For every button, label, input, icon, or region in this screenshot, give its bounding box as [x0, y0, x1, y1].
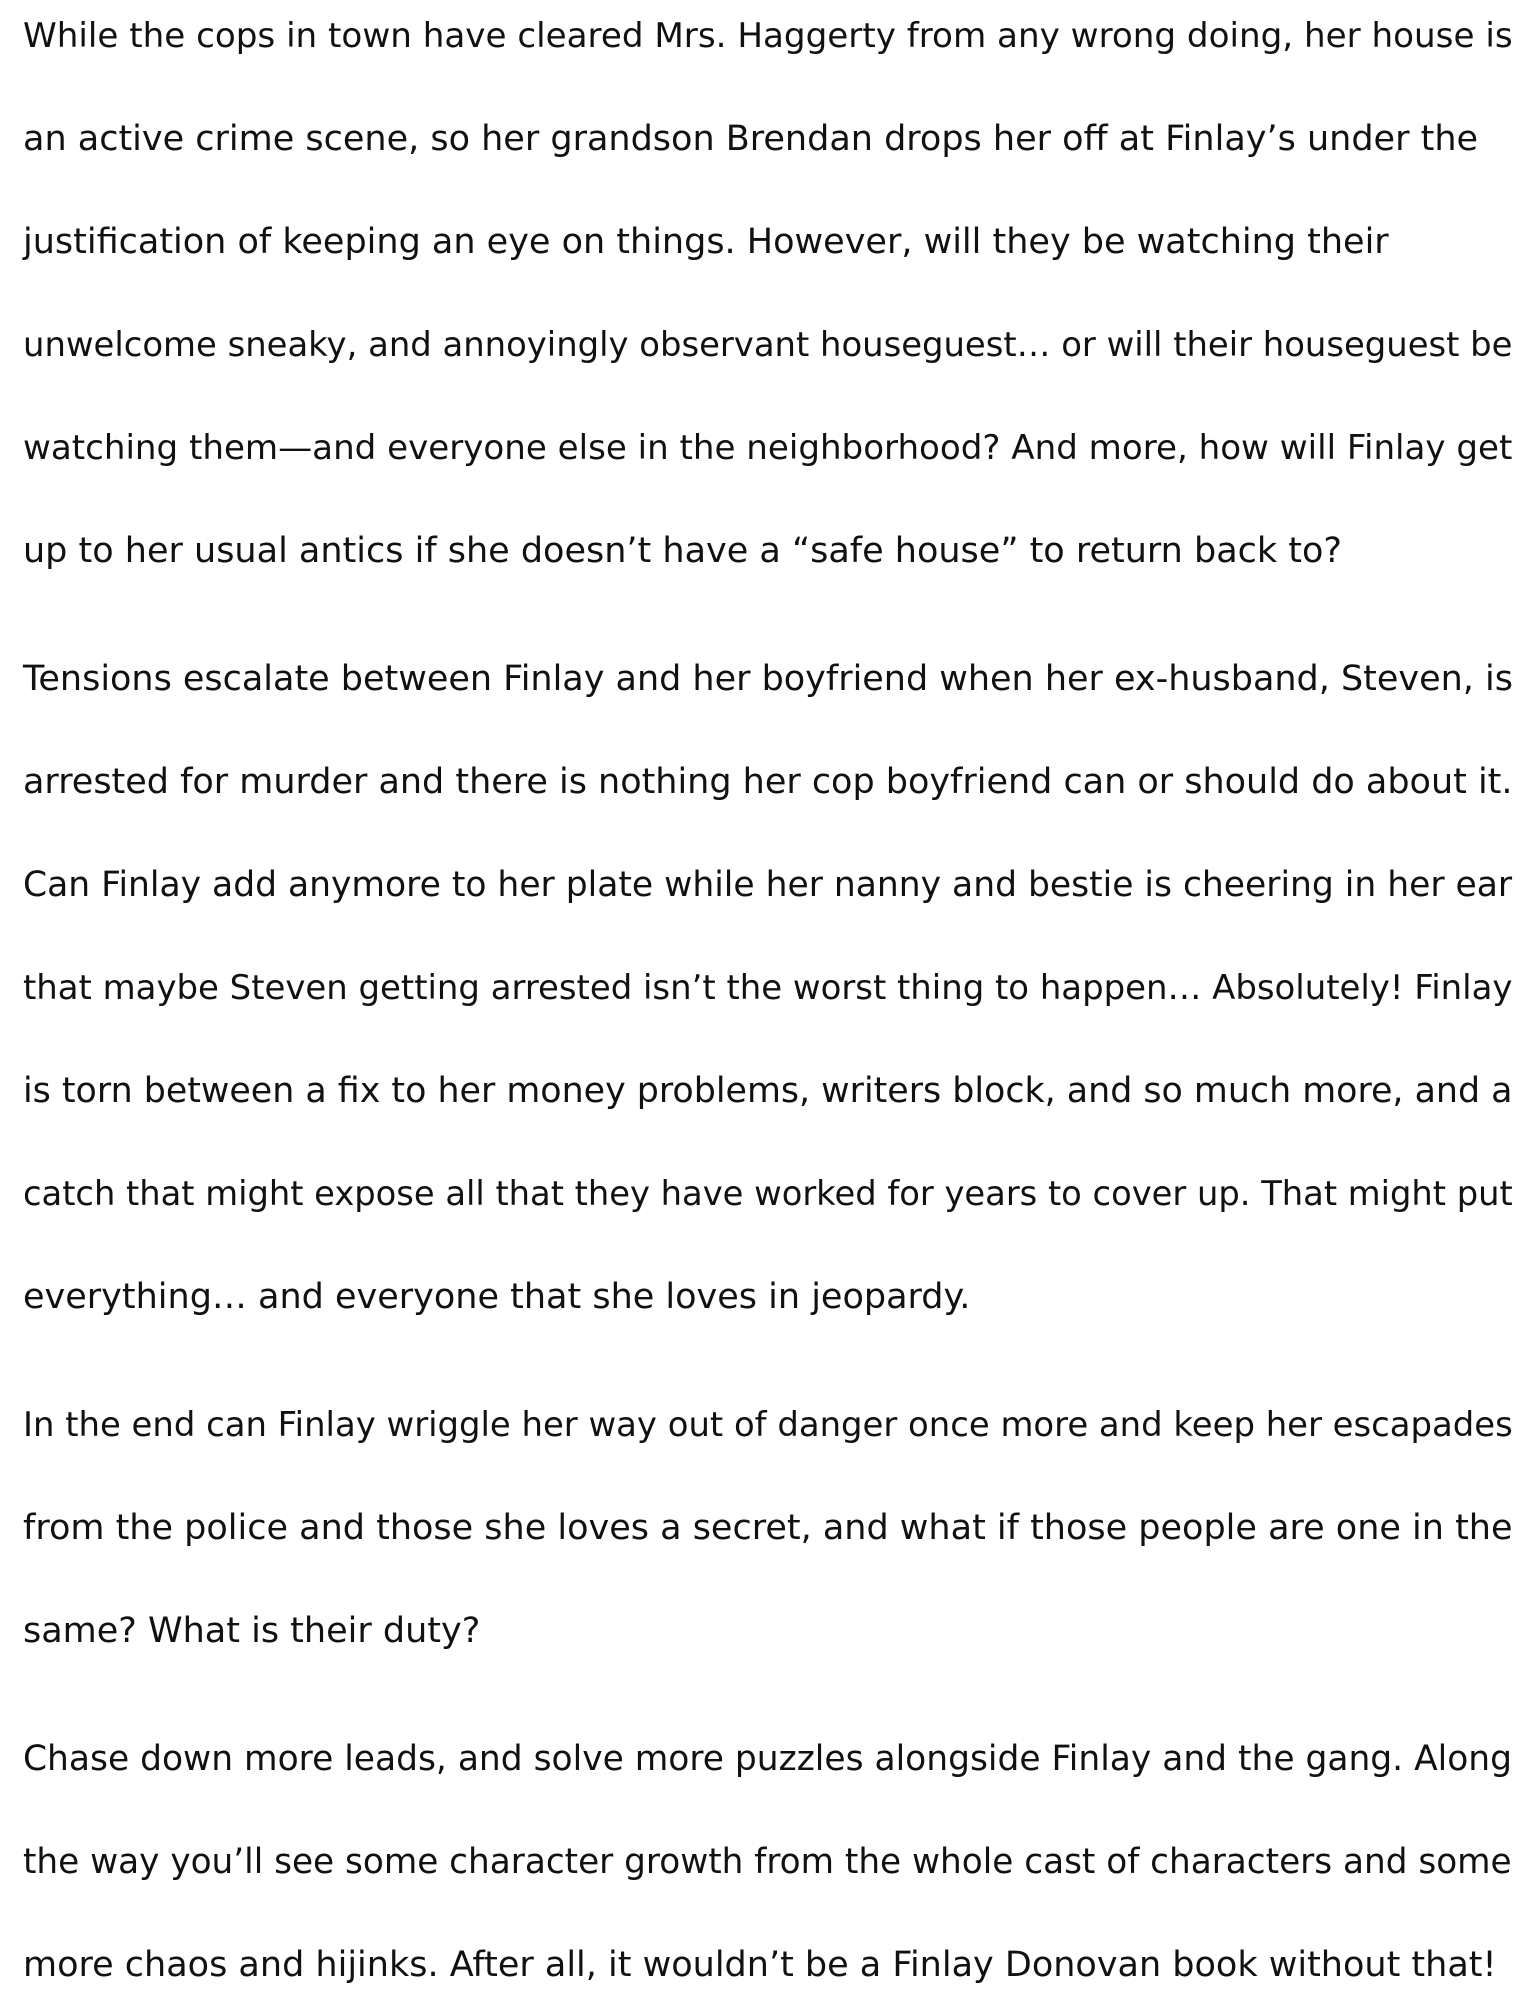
paragraph-line: Chase down more leads, and solve more puzzles alongside Finlay and the gang. Along — [23, 1739, 1513, 1779]
paragraph-line: up to her usual antics if she doesn’t have a “safe house” to return back to? — [23, 531, 1342, 571]
paragraph-line: the way you’ll see some character growth from the whole cast of characters and some — [23, 1842, 1512, 1882]
paragraph-line: from the police and those she loves a secret, and what if those people are one in the — [23, 1508, 1513, 1548]
paragraph-line: Can Finlay add anymore to her plate while her nanny and bestie is cheering in her ear — [23, 865, 1513, 905]
paragraph-line: unwelcome sneaky, and annoyingly observant houseguest… or will their houseguest be — [23, 325, 1513, 364]
paragraph-line: While the cops in town have cleared Mrs. Haggerty from any wrong doing, her house is — [23, 16, 1513, 56]
paragraph-line: everything… and everyone that she loves in jeopardy. — [23, 1277, 971, 1317]
paragraph-line: that maybe Steven getting arrested isn’t the worst thing to happen… Absolutely! Finlay — [23, 968, 1513, 1007]
paragraph-line: is torn between a fix to her money problems, writers block, and so much more, and a — [23, 1071, 1513, 1111]
paragraph-line: same? What is their duty? — [23, 1611, 481, 1651]
paragraph-line: arrested for murder and there is nothing her cop boyfriend can or should do about it. — [23, 762, 1513, 802]
paragraph-line: In the end can Finlay wriggle her way out of danger once more and keep her escapades — [23, 1405, 1513, 1444]
paragraph-line: an active crime scene, so her grandson Brendan drops her off at Finlay’s under the — [23, 119, 1479, 159]
paragraph-line: catch that might expose all that they have worked for years to cover up. That might put — [23, 1174, 1513, 1213]
paragraph-line: Tensions escalate between Finlay and her boyfriend when her ex-husband, Steven, is — [23, 659, 1513, 699]
paragraph-line: watching them—and everyone else in the neighborhood? And more, how will Finlay get — [23, 428, 1513, 468]
paragraph-line: justification of keeping an eye on things. However, will they be watching their — [23, 222, 1389, 262]
paragraph-line: more chaos and hijinks. After all, it wouldn’t be a Finlay Donovan book without that! — [23, 1945, 1497, 1985]
